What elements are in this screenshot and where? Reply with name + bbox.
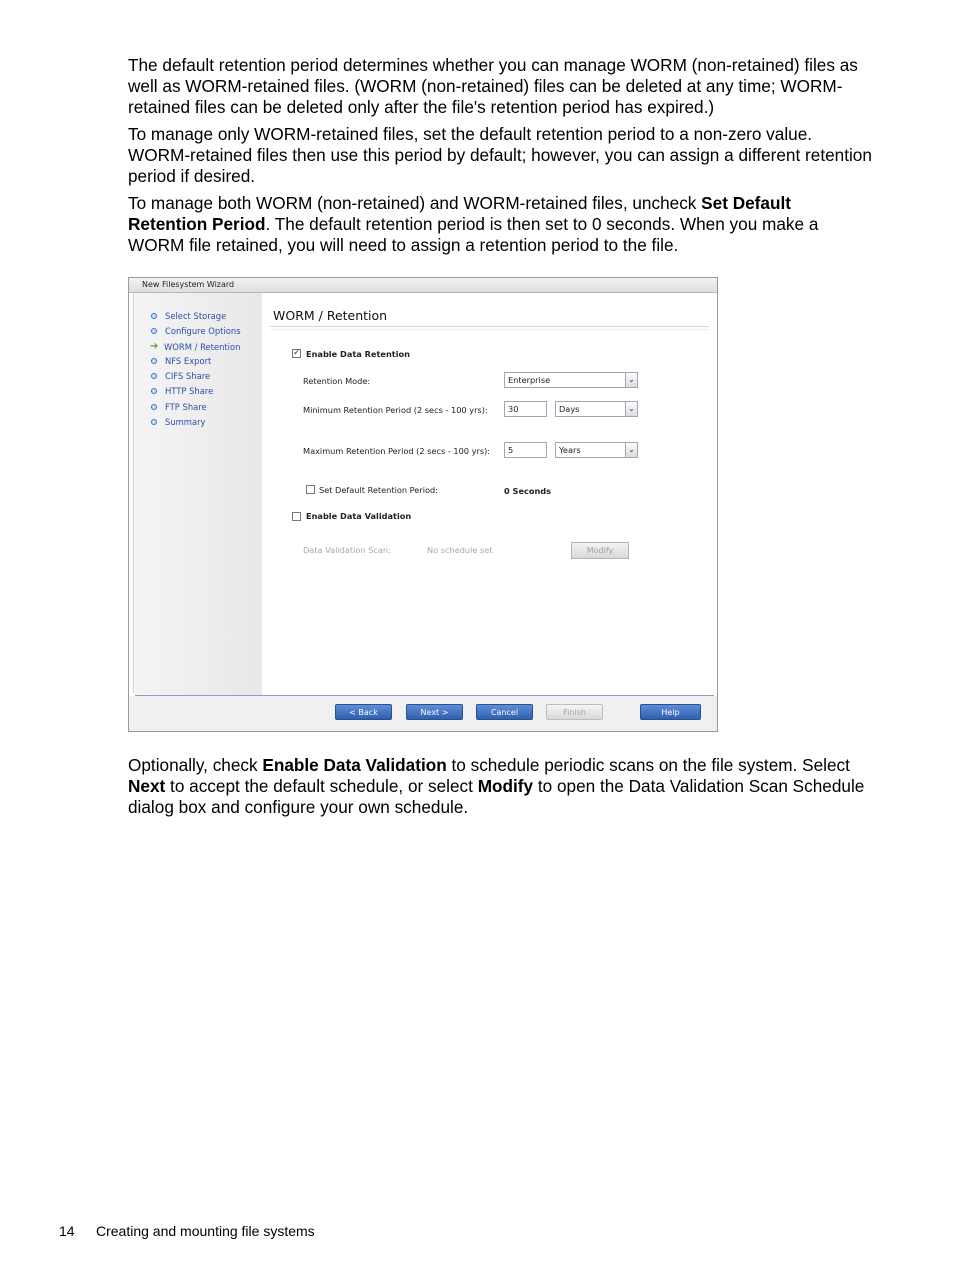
text-span: to schedule periodic scans on the file system. Select (446, 755, 850, 775)
window-edge (129, 293, 134, 693)
text-span: To manage both WORM (non-retained) and WORM-retained files, uncheck (128, 193, 702, 213)
paragraph-retained-only: To manage only WORM-retained files, set the default retention period to a non-zero value. WORM-retained files then use this period by default; however, you can assign a different retention period if desired. (128, 124, 872, 186)
select-value: Years (559, 445, 581, 455)
nav-label: FTP Share (165, 402, 207, 412)
cancel-button[interactable]: Cancel (476, 704, 533, 720)
modify-button[interactable]: Modify (571, 542, 629, 559)
wizard-title: New Filesystem Wizard (129, 278, 717, 293)
chevron-down-icon[interactable]: ⌄ (625, 401, 638, 417)
nav-label: WORM / Retention (164, 341, 241, 352)
bold-term: Enable Data Validation (262, 755, 447, 775)
max-period-label: Maximum Retention Period (2 secs - 100 yrs): (303, 446, 491, 456)
chevron-down-icon[interactable]: ⌄ (625, 372, 638, 388)
nav-label: Configure Options (165, 326, 241, 336)
current-step-arrow-icon: ➔ (150, 341, 159, 352)
nav-item-summary[interactable] (151, 417, 205, 427)
bold-term: Modify (477, 776, 534, 796)
select-value: Enterprise (508, 375, 551, 385)
bold-term: Next (128, 776, 166, 796)
scan-value: No schedule set (427, 545, 493, 555)
nav-item-worm-retention[interactable] (151, 341, 240, 352)
back-button[interactable]: < Back (335, 704, 392, 720)
heading-divider (270, 326, 709, 330)
nav-label: NFS Export (165, 356, 212, 366)
text-span: Optionally, check (128, 755, 263, 775)
bullet-icon (151, 373, 157, 379)
bullet-icon (151, 388, 157, 394)
page-number: 14 (59, 1223, 75, 1239)
nav-label: CIFS Share (165, 371, 211, 381)
nav-label: HTTP Share (165, 386, 214, 396)
footer-section-title: Creating and mounting file systems (96, 1223, 315, 1239)
nav-item-http-share[interactable] (151, 386, 213, 396)
nav-item-nfs-export[interactable] (151, 356, 211, 366)
bullet-icon (151, 313, 157, 319)
bullet-icon (151, 358, 157, 364)
finish-button[interactable]: Finish (546, 704, 603, 720)
paragraph-retention-intro: The default retention period determines whether you can manage WORM (non-retained) files as well as WORM-retained files. (WORM (non-retained) files can be deleted at any time; WORM-retained files can be deleted only after the file's retention period has expired.) (128, 55, 858, 117)
max-period-input[interactable]: 5 (504, 442, 547, 458)
nav-label: Select Storage (165, 311, 227, 321)
text-span: . The default retention period is then set to 0 seconds. When you make a WORM file retained, you will need to assign a retention period to the file. (128, 214, 819, 255)
section-heading: WORM / Retention (273, 308, 388, 323)
min-period-input[interactable]: 30 (504, 401, 547, 417)
bullet-icon (151, 328, 157, 334)
bold-term: Set Default Retention Period (128, 193, 791, 234)
chevron-down-icon[interactable]: ⌄ (625, 442, 638, 458)
text-span: to open the Data Validation Scan Schedule dialog box and configure your own schedule. (128, 776, 865, 817)
bullet-icon (151, 419, 157, 425)
enable-validation-label: Enable Data Validation (306, 511, 412, 521)
nav-item-select-storage[interactable] (151, 311, 226, 321)
default-period-value: 0 Seconds (504, 486, 552, 496)
nav-item-ftp-share[interactable] (151, 402, 207, 412)
nav-item-configure-options[interactable] (151, 326, 241, 336)
enable-validation-checkbox[interactable] (292, 512, 301, 521)
min-period-label: Minimum Retention Period (2 secs - 100 yrs): (303, 405, 488, 415)
bullet-icon (151, 404, 157, 410)
enable-retention-label: Enable Data Retention (306, 349, 410, 359)
min-period-unit-select[interactable] (555, 401, 638, 417)
paragraph-both-types (128, 193, 873, 256)
default-period-checkbox[interactable] (306, 485, 315, 494)
help-button[interactable]: Help (640, 704, 701, 720)
retention-mode-label: Retention Mode: (303, 376, 371, 386)
footer-divider (135, 695, 714, 696)
scan-label: Data Validation Scan: (303, 545, 391, 555)
wizard-nav (135, 293, 262, 695)
text-span: to accept the default schedule, or select (165, 776, 478, 796)
max-period-unit-select[interactable] (555, 442, 638, 458)
next-button[interactable]: Next > (406, 704, 463, 720)
retention-mode-select[interactable] (504, 372, 638, 388)
wizard-screenshot (128, 277, 718, 732)
enable-retention-checkbox[interactable]: ✓ (293, 348, 301, 358)
default-period-label: Set Default Retention Period: (319, 485, 438, 495)
nav-label: Summary (165, 417, 206, 427)
nav-item-cifs-share[interactable] (151, 371, 210, 381)
paragraph-data-validation (128, 755, 873, 818)
select-value: Days (559, 404, 580, 414)
